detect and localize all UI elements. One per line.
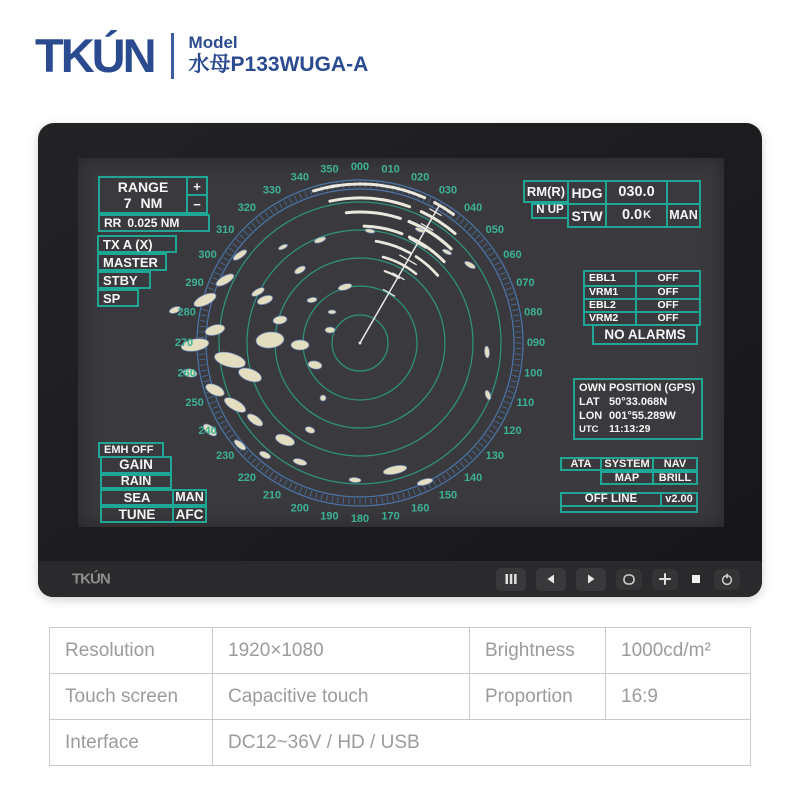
- svg-text:110: 110: [516, 397, 535, 410]
- model-block: [189, 33, 369, 79]
- gain-button[interactable]: GAIN: [100, 456, 172, 474]
- range-up-button[interactable]: +: [186, 176, 208, 196]
- rr-value: 0.025 NM: [127, 216, 180, 230]
- spec-proportion-label: Proportion: [470, 674, 606, 720]
- bezel-buttons: [496, 561, 740, 597]
- svg-text:230: 230: [215, 450, 235, 463]
- spec-brightness-label: Brightness: [470, 628, 606, 674]
- ebl-vrm-table: [583, 270, 701, 326]
- arrow-right-icon: [585, 573, 597, 585]
- own-position-title: OWN POSITION (GPS): [579, 382, 696, 394]
- spec-resolution-value: 1920×1080: [213, 628, 470, 674]
- stop-button[interactable]: [688, 568, 704, 591]
- previous-button[interactable]: [536, 568, 566, 591]
- svg-text:080: 080: [524, 306, 543, 319]
- own-position-panel: [573, 378, 703, 440]
- tune-mode: AFC: [172, 506, 207, 523]
- offline-status: OFF LINE: [560, 492, 662, 507]
- svg-text:000: 000: [350, 161, 370, 173]
- lat-value: 50°33.068N: [609, 395, 668, 408]
- svg-text:070: 070: [516, 276, 535, 289]
- lon-label: LON: [579, 409, 603, 422]
- svg-text:260: 260: [177, 367, 196, 380]
- svg-text:100: 100: [524, 367, 543, 380]
- power-icon: [720, 573, 734, 586]
- ebl1-value: OFF: [657, 272, 679, 285]
- bezel-strip: [38, 561, 762, 597]
- svg-text:090: 090: [526, 337, 546, 349]
- vrm2-label: VRM2: [585, 313, 637, 324]
- tkun-logo: TKÚN: [35, 29, 154, 82]
- svg-text:190: 190: [320, 510, 339, 523]
- vrm1-label: VRM1: [585, 287, 637, 298]
- auto-icon: [622, 573, 636, 586]
- svg-text:010: 010: [381, 163, 400, 176]
- hdg-value: 030.0: [605, 180, 668, 205]
- map-button[interactable]: MAP: [600, 471, 654, 485]
- offline-spare-bar: [560, 505, 698, 513]
- menu-button[interactable]: [496, 568, 526, 591]
- tx-mode: TX A (X): [97, 235, 177, 253]
- radar-screen: [78, 158, 724, 527]
- stw-value: [605, 203, 668, 228]
- ebl1-label: EBL1: [585, 272, 637, 285]
- spec-interface-label: Interface: [50, 720, 213, 766]
- spec-resolution-label: Resolution: [50, 628, 213, 674]
- range-title: RANGE: [117, 179, 169, 195]
- svg-text:200: 200: [290, 502, 309, 515]
- system-button[interactable]: SYSTEM: [600, 457, 654, 471]
- stw-number: 0.0: [621, 207, 643, 224]
- arrow-left-icon: [545, 573, 557, 585]
- nav-button[interactable]: NAV: [652, 457, 698, 471]
- vrm1-value: OFF: [657, 286, 679, 299]
- model-name: 水母P133WUGA-A: [188, 53, 369, 77]
- spec-touchscreen-value: Capacitive touch: [213, 674, 470, 720]
- svg-text:290: 290: [185, 276, 204, 289]
- svg-text:220: 220: [237, 471, 257, 484]
- range-value: 7: [123, 195, 132, 211]
- svg-text:350: 350: [320, 163, 339, 176]
- power-button[interactable]: [714, 569, 740, 590]
- rain-button[interactable]: RAIN: [100, 474, 172, 489]
- svg-text:130: 130: [485, 450, 505, 463]
- spec-interface-value: DC12~36V / HD / USB: [213, 720, 751, 766]
- svg-text:170: 170: [381, 510, 400, 523]
- ebl2-label: EBL2: [585, 300, 637, 311]
- spec-table: [49, 627, 751, 766]
- svg-text:030: 030: [438, 184, 458, 197]
- stop-icon: [691, 574, 701, 584]
- range-unit: NM: [140, 195, 163, 211]
- range-panel: [98, 176, 188, 214]
- sp-button[interactable]: SP: [97, 289, 139, 307]
- orientation-mode: N UP: [531, 203, 569, 219]
- range-down-button[interactable]: −: [186, 194, 208, 214]
- plus-icon: [659, 573, 671, 585]
- svg-text:180: 180: [350, 513, 370, 525]
- brill-button[interactable]: BRILL: [652, 471, 698, 485]
- ebl2-value: OFF: [657, 299, 679, 312]
- version-readout: v2.00: [660, 492, 698, 507]
- svg-text:240: 240: [198, 425, 217, 437]
- sea-mode: MAN: [172, 489, 207, 506]
- spec-brightness-value: 1000cd/m²: [606, 628, 751, 674]
- svg-text:140: 140: [463, 471, 483, 484]
- svg-text:310: 310: [215, 223, 235, 236]
- svg-text:020: 020: [411, 171, 430, 184]
- tune-button[interactable]: TUNE: [100, 506, 174, 523]
- svg-text:040: 040: [463, 202, 483, 215]
- svg-text:150: 150: [438, 489, 458, 502]
- svg-text:340: 340: [290, 171, 309, 184]
- utc-label: UTC: [579, 424, 599, 436]
- stby-button[interactable]: STBY: [97, 271, 151, 289]
- master-button[interactable]: MASTER: [97, 253, 167, 271]
- menu-icon: [504, 573, 518, 585]
- ebl-row[interactable]: [585, 298, 699, 311]
- lon-value: 001°55.289W: [609, 409, 676, 422]
- svg-text:320: 320: [237, 202, 257, 215]
- sea-button[interactable]: SEA: [100, 489, 174, 506]
- hdg-spare-cell: [666, 180, 701, 205]
- monitor: [38, 123, 762, 597]
- lat-label: LAT: [579, 395, 600, 408]
- svg-text:300: 300: [198, 249, 217, 261]
- next-button[interactable]: [576, 568, 606, 591]
- svg-text:160: 160: [411, 502, 430, 515]
- svg-text:120: 120: [503, 425, 522, 437]
- svg-text:060: 060: [503, 249, 522, 261]
- adjust-plus-button[interactable]: [652, 569, 678, 590]
- alarms-status: NO ALARMS: [592, 324, 698, 345]
- ebl-row[interactable]: [585, 311, 699, 324]
- stw-label: STW: [567, 203, 607, 228]
- logo-divider: [171, 33, 174, 79]
- header: [35, 29, 369, 82]
- svg-text:210: 210: [262, 489, 282, 502]
- utc-row: [579, 424, 697, 435]
- svg-text:280: 280: [177, 306, 196, 319]
- ebl-row[interactable]: [585, 272, 699, 285]
- bezel-logo: TKÚN: [72, 570, 110, 588]
- lon-row: [579, 411, 697, 422]
- range-value-row: [124, 196, 163, 210]
- utc-value: 11:13:29: [609, 423, 651, 436]
- rr-readout: [98, 214, 210, 232]
- spec-touchscreen-label: Touch screen: [50, 674, 213, 720]
- svg-text:250: 250: [185, 397, 204, 410]
- lat-row: [579, 397, 697, 408]
- stw-unit: K: [643, 209, 652, 221]
- auto-button[interactable]: [616, 569, 642, 590]
- emh-status: EMH OFF: [98, 442, 164, 458]
- speed-man-mode: MAN: [666, 203, 701, 228]
- ata-button[interactable]: ATA: [560, 457, 602, 471]
- spec-proportion-value: 16:9: [606, 674, 751, 720]
- svg-text:050: 050: [485, 223, 505, 236]
- ebl-row[interactable]: [585, 285, 699, 298]
- model-label: Model: [188, 32, 238, 52]
- svg-text:330: 330: [262, 184, 282, 197]
- rr-label: RR: [104, 216, 122, 230]
- hdg-label: HDG: [567, 180, 607, 205]
- vrm2-value: OFF: [657, 312, 679, 325]
- motion-mode: RM(R): [523, 180, 569, 203]
- svg-text:270: 270: [174, 337, 194, 349]
